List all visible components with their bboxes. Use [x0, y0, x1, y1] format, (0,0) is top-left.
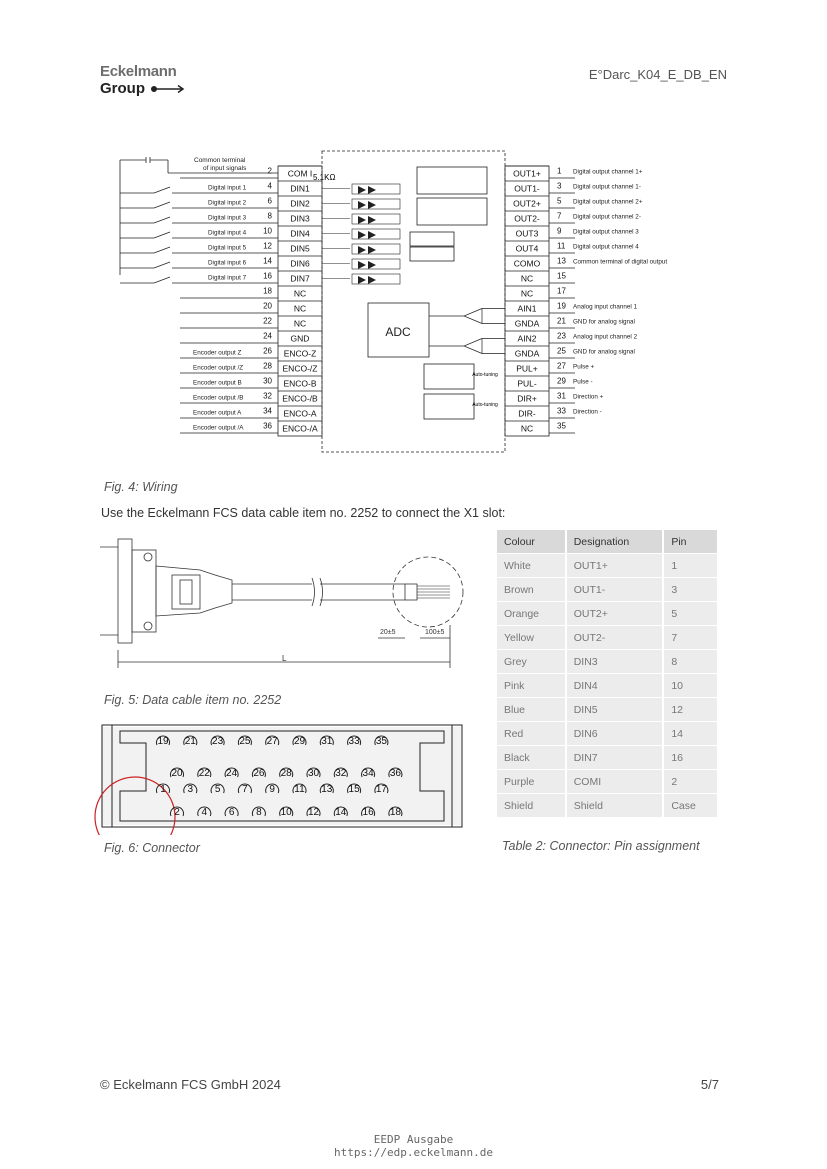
- right-pin-number: 21: [557, 316, 566, 326]
- table-cell: 1: [664, 554, 717, 577]
- diode-icon: [358, 246, 376, 254]
- table-header-cell: Colour: [497, 530, 567, 553]
- connector-pin-label: 3: [187, 784, 194, 795]
- table-cell: Orange: [497, 602, 567, 625]
- left-pin-number: 32: [263, 391, 272, 401]
- stamp-line1: EEDP Ausgabe: [373, 1133, 454, 1146]
- switch-icon: [120, 187, 180, 193]
- right-signal-name: GNDA: [514, 318, 540, 329]
- left-signal-name: COM I: [287, 168, 313, 179]
- dim-20: 20±5: [380, 629, 396, 636]
- table-cell: Yellow: [497, 626, 567, 649]
- left-signal-desc: Digital input 6: [208, 259, 247, 267]
- screw-icon: [144, 553, 152, 561]
- diode-icon: [358, 201, 376, 209]
- connector-pin-label: 22: [198, 768, 210, 779]
- connector-pin-label: 25: [239, 736, 251, 747]
- right-pin-number: 13: [557, 256, 566, 266]
- left-pin-number: 14: [263, 256, 272, 266]
- right-pin-number: 31: [557, 391, 566, 401]
- table-row: [497, 554, 717, 577]
- left-signal-name: DIN1: [290, 183, 310, 194]
- resistor-label: 5.1KΩ: [313, 173, 336, 182]
- dim-100: 100±5: [425, 629, 445, 636]
- table-cell: Pink: [497, 674, 567, 697]
- connector-pin-label: 2: [174, 807, 180, 818]
- table-cell: DIN3: [567, 650, 665, 673]
- table-row: [497, 722, 717, 745]
- page-number: 5/7: [700, 1077, 719, 1092]
- left-pin-number: 34: [263, 406, 272, 416]
- table-cell: 8: [664, 650, 717, 673]
- connector-pin-label: 19: [157, 736, 169, 747]
- connector-pin-label: 1: [160, 784, 166, 795]
- left-pin-number: 12: [263, 241, 272, 251]
- connector-pin-label: 21: [184, 736, 196, 747]
- table-cell: 2: [664, 770, 717, 793]
- analog-buffer-icon: [429, 339, 505, 354]
- switch-icon: [120, 217, 180, 223]
- switch-icon: [120, 277, 180, 283]
- table-cell: COMI: [567, 770, 665, 793]
- table-row: [497, 794, 717, 817]
- right-pin-number: 33: [557, 406, 566, 416]
- table2-caption: Table 2: Connector: Pin assignment: [502, 839, 700, 853]
- table-row: [497, 578, 717, 601]
- adc-label: ADC: [385, 325, 411, 339]
- connector-pin-label: 31: [321, 736, 333, 747]
- right-signal-desc: Analog input channel 1: [573, 303, 638, 311]
- right-signal-desc: Digital output channel 3: [573, 228, 639, 236]
- left-pin-number: 6: [267, 196, 272, 206]
- table-cell: OUT2-: [567, 626, 665, 649]
- table-header-cell: Pin: [664, 530, 717, 553]
- left-pin-number: 26: [263, 346, 272, 356]
- right-signal-name: OUT1-: [514, 183, 540, 194]
- table-row: [497, 698, 717, 721]
- table-cell: Brown: [497, 578, 567, 601]
- left-signal-name: ENCO-/A: [282, 423, 318, 434]
- right-signal-desc: Digital output channel 4: [573, 243, 639, 251]
- right-signal-name: OUT4: [515, 243, 539, 254]
- common-terminal-label: Common terminal of input signals: [194, 157, 247, 172]
- left-signal-desc: Digital input 2: [208, 199, 247, 207]
- left-signal-name: DIN2: [290, 198, 310, 209]
- right-pin-number: 17: [557, 286, 566, 296]
- connector-pin-label: 5: [214, 784, 221, 795]
- switch-icon: [120, 262, 180, 268]
- diode-icon: [358, 231, 376, 239]
- table-row: [497, 626, 717, 649]
- table-cell: 14: [664, 722, 717, 745]
- connector-pin-label: 24: [226, 768, 238, 779]
- right-pin-number: 7: [557, 211, 562, 221]
- right-signal-name: NC: [520, 423, 534, 434]
- pin-assignment-table: [497, 529, 717, 818]
- left-signal-desc: Digital input 4: [208, 229, 247, 237]
- right-pin-number: 5: [557, 196, 562, 206]
- left-signal-name: ENCO-A: [283, 408, 317, 419]
- connector-pin-label: 18: [389, 807, 401, 818]
- stamp-line2: https://edp.eckelmann.de: [334, 1146, 493, 1159]
- left-signal-name: ENCO-/Z: [282, 363, 318, 374]
- left-signal-desc: Encoder output A: [193, 409, 242, 417]
- left-signal-name: DIN7: [290, 273, 310, 284]
- table-cell: 3: [664, 578, 717, 601]
- analog-buffer-icon: [429, 309, 505, 324]
- left-signal-desc: Digital input 7: [208, 274, 247, 282]
- right-signal-name: OUT1+: [513, 168, 541, 179]
- right-pin-number: 3: [557, 181, 562, 191]
- left-pin-number: 20: [263, 301, 272, 311]
- left-pin-number: 18: [263, 286, 272, 296]
- table-cell: Case: [664, 794, 717, 817]
- connector-pin-label: 32: [335, 768, 347, 779]
- right-signal-desc: Digital output channel 2-: [573, 213, 641, 221]
- connector-flange: [118, 539, 132, 643]
- right-signal-desc: Analog input channel 2: [573, 333, 638, 341]
- connector-pin-label: 28: [280, 768, 292, 779]
- table-cell: Black: [497, 746, 567, 769]
- right-signal-desc: Digital output channel 2+: [573, 198, 643, 206]
- table-cell: Shield: [567, 794, 665, 817]
- connector-pin-label: 11: [294, 784, 305, 795]
- connector-pin-label: 35: [375, 736, 387, 747]
- connector-pin-label: 4: [201, 807, 208, 818]
- right-pin-number: 25: [557, 346, 566, 356]
- table-row: [497, 770, 717, 793]
- left-signal-desc: Digital input 1: [208, 184, 247, 192]
- right-signal-name: OUT2+: [513, 198, 541, 209]
- left-pin-number: 22: [263, 316, 272, 326]
- switch-icon: [120, 202, 180, 208]
- right-pin-number: 9: [557, 226, 562, 236]
- connector-pin-label: 12: [307, 807, 320, 818]
- table-header-cell: Designation: [567, 530, 665, 553]
- left-signal-name: NC: [293, 288, 307, 299]
- left-pin-number: 4: [267, 181, 272, 191]
- table-cell: DIN6: [567, 722, 665, 745]
- table-cell: Shield: [497, 794, 567, 817]
- right-signal-name: DIR+: [517, 393, 537, 404]
- switch-icon: [120, 247, 180, 253]
- connector-pin-label: 33: [348, 736, 360, 747]
- connector-pin-label: 23: [212, 736, 224, 747]
- connector-pin-label: 26: [253, 768, 265, 779]
- left-signal-name: ENCO-Z: [283, 348, 317, 359]
- left-signal-name: ENCO-B: [283, 378, 317, 389]
- right-pin-number: 1: [557, 166, 562, 176]
- left-signal-name: ENCO-/B: [282, 393, 318, 404]
- logo-line2: Group: [100, 80, 145, 97]
- connector-pin-label: 34: [362, 768, 374, 779]
- right-signal-name: PUL+: [516, 363, 538, 374]
- right-signal-desc: GND for analog signal: [573, 318, 635, 326]
- table-cell: 7: [664, 626, 717, 649]
- right-pin-number: 11: [557, 241, 566, 251]
- table-cell: Blue: [497, 698, 567, 721]
- diode-icon: [358, 261, 376, 269]
- table-cell: 10: [664, 674, 717, 697]
- left-signal-name: NC: [293, 318, 307, 329]
- table-row: [497, 602, 717, 625]
- right-signal-name: COMO: [513, 258, 541, 269]
- right-signal-desc: Pulse -: [573, 378, 593, 386]
- table-cell: OUT2+: [567, 602, 665, 625]
- logo-line1: Eckelmann: [100, 63, 177, 80]
- left-pin-number: 2: [267, 166, 272, 176]
- table-cell: DIN7: [567, 746, 665, 769]
- right-pin-number: 15: [557, 271, 566, 281]
- left-signal-name: DIN4: [290, 228, 310, 239]
- connector-pin-label: 9: [269, 784, 275, 795]
- left-signal-desc: Digital input 5: [208, 244, 247, 252]
- table-row: [497, 650, 717, 673]
- fig6-caption: Fig. 6: Connector: [104, 841, 200, 855]
- left-signal-desc: Encoder output /A: [193, 424, 244, 432]
- left-pin-number: 24: [263, 331, 272, 341]
- table-cell: OUT1+: [567, 554, 665, 577]
- right-signal-desc: Common terminal of digital output: [573, 258, 668, 266]
- table-row: [497, 674, 717, 697]
- connector-pin-label: 30: [307, 768, 320, 779]
- right-signal-desc: Digital output channel 1-: [573, 183, 641, 191]
- document-id: E°Darc_K04_E_DB_EN: [588, 67, 727, 82]
- right-pin-number: 27: [557, 361, 566, 371]
- table-cell: 12: [664, 698, 717, 721]
- table-cell: Purple: [497, 770, 567, 793]
- left-signal-name: GND: [290, 333, 310, 344]
- table-cell: Red: [497, 722, 567, 745]
- intro-text: Use the Eckelmann FCS data cable item no. 2252 to connect the X1 slot:: [101, 506, 506, 520]
- connector-pin-label: 7: [242, 784, 248, 795]
- left-signal-name: DIN5: [290, 243, 310, 254]
- dim-l: L: [282, 654, 287, 663]
- right-signal-desc: GND for analog signal: [573, 348, 635, 356]
- connector-pin-label: 20: [171, 768, 183, 779]
- connector-pin-label: 8: [256, 807, 262, 818]
- table-cell: White: [497, 554, 567, 577]
- diode-icon: [358, 216, 376, 224]
- right-signal-name: GNDA: [514, 348, 540, 359]
- right-signal-desc: Direction -: [573, 408, 602, 416]
- left-pin-number: 36: [263, 421, 272, 431]
- left-signal-name: NC: [293, 303, 307, 314]
- connector-pin-label: 14: [335, 807, 347, 818]
- screw-icon: [144, 622, 152, 630]
- right-signal-name: AIN1: [517, 303, 537, 314]
- connector-pin-label: 17: [375, 784, 387, 795]
- right-pin-number: 35: [557, 421, 566, 431]
- left-pin-number: 16: [263, 271, 272, 281]
- auto-tuning-label-1: Auto-tuning: [472, 372, 498, 378]
- diode-icon: [358, 276, 376, 284]
- right-signal-name: OUT2-: [514, 213, 540, 224]
- table-cell: 16: [664, 746, 717, 769]
- table-cell: Grey: [497, 650, 567, 673]
- left-pin-number: 8: [267, 211, 272, 221]
- connector-pin-label: 13: [321, 784, 333, 795]
- connector-pin-label: 29: [293, 736, 306, 747]
- connector-pin-label: 15: [348, 784, 360, 795]
- right-signal-name: PUL-: [517, 378, 537, 389]
- fig4-caption: Fig. 4: Wiring: [104, 480, 178, 494]
- fig5-caption: Fig. 5: Data cable item no. 2252: [104, 693, 282, 707]
- right-signal-desc: Pulse +: [573, 363, 595, 371]
- right-pin-number: 19: [557, 301, 566, 311]
- right-signal-desc: Digital output channel 1+: [573, 168, 643, 176]
- connector-pin-label: 6: [228, 807, 235, 818]
- left-pin-number: 28: [263, 361, 272, 371]
- right-signal-name: OUT3: [515, 228, 539, 239]
- connector-pin-label: 36: [389, 768, 401, 779]
- table-cell: DIN4: [567, 674, 665, 697]
- auto-tuning-label-2: Auto-tuning: [472, 402, 498, 408]
- left-pin-number: 30: [263, 376, 272, 386]
- connector-pin-label: 16: [362, 807, 374, 818]
- left-pin-number: 10: [263, 226, 272, 236]
- right-signal-desc: Direction +: [573, 393, 604, 401]
- right-pin-number: 29: [557, 376, 566, 386]
- table-cell: OUT1-: [567, 578, 665, 601]
- left-signal-desc: Encoder output /B: [193, 394, 244, 402]
- right-signal-name: NC: [520, 273, 534, 284]
- table-row: [497, 746, 717, 769]
- right-signal-name: AIN2: [517, 333, 537, 344]
- connector-pin-label: 27: [266, 736, 278, 747]
- left-signal-name: DIN3: [290, 213, 310, 224]
- connector-pin-label: 10: [280, 807, 292, 818]
- left-signal-desc: Encoder output /Z: [193, 364, 244, 372]
- right-signal-name: NC: [520, 288, 534, 299]
- left-signal-desc: Digital input 3: [208, 214, 247, 222]
- switch-icon: [120, 232, 180, 238]
- table-cell: DIN5: [567, 698, 665, 721]
- right-signal-name: DIR-: [518, 408, 536, 419]
- wiring-diagram: [0, 0, 827, 470]
- copyright: © Eckelmann FCS GmbH 2024: [100, 1077, 281, 1092]
- left-signal-desc: Encoder output B: [193, 379, 242, 387]
- table-cell: 5: [664, 602, 717, 625]
- left-signal-desc: Encoder output Z: [193, 349, 242, 357]
- diode-icon: [358, 186, 376, 194]
- left-signal-name: DIN6: [290, 258, 310, 269]
- right-pin-number: 23: [557, 331, 566, 341]
